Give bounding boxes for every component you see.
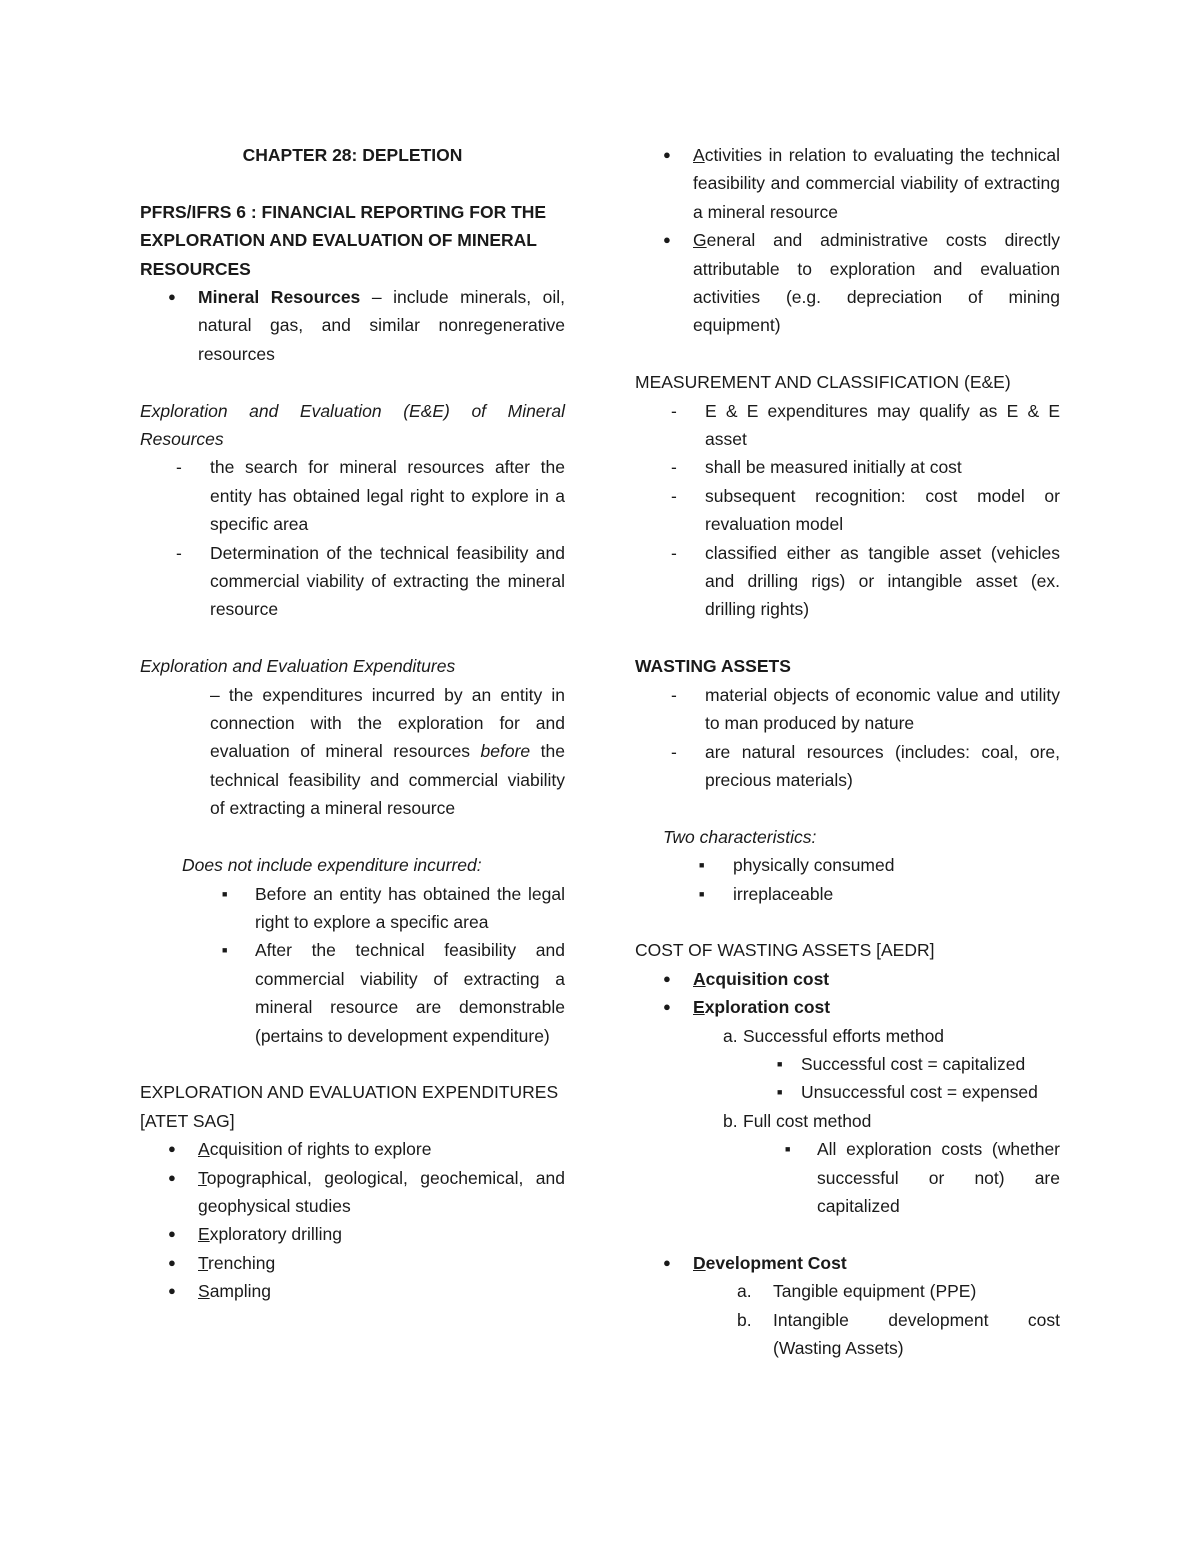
- list-item: ■ physically consumed: [635, 851, 1060, 879]
- chapter-title: CHAPTER 28: DEPLETION: [242, 145, 463, 165]
- bullet-icon: ●: [168, 1141, 176, 1157]
- mineral-term: Mineral Resources: [198, 287, 361, 308]
- list-item: ■ After the technical feasibility and commercial viability of extracting a mineral resource are demonstrable (pertains to development expenditure): [140, 936, 565, 1050]
- bullet-icon: ●: [663, 1254, 671, 1270]
- acquisition-cost-item: ● Acquisition cost: [635, 965, 1060, 993]
- bullet-icon: ●: [168, 1169, 176, 1185]
- dash-icon: -: [671, 684, 677, 705]
- bullet-icon: ●: [168, 1254, 176, 1270]
- expenditures-heading: Exploration and Evaluation Expenditures: [140, 656, 456, 677]
- list-item: ● Trenching: [140, 1249, 565, 1277]
- list-item: - material objects of economic value and utility to man produced by nature: [635, 681, 1060, 738]
- list-item: - the search for mineral resources after the entity has obtained legal right to explore in a specific area: [140, 453, 565, 538]
- list-item: ■ Before an entity has obtained the legal right to explore a specific area: [140, 880, 565, 937]
- square-bullet-icon: ■: [222, 945, 228, 956]
- cost-wasting-heading: COST OF WASTING ASSETS [AEDR]: [635, 940, 935, 961]
- list-item: - shall be measured initially at cost: [635, 453, 1060, 481]
- dash-icon: -: [176, 457, 182, 478]
- bullet-icon: ●: [168, 1283, 176, 1299]
- list-item: ■ Successful cost = capitalized: [635, 1050, 1060, 1078]
- dash-icon: -: [176, 542, 182, 563]
- square-bullet-icon: ■: [785, 1144, 791, 1155]
- list-item: - Determination of the technical feasibility and commercial viability of extracting the mineral resource: [140, 539, 565, 624]
- square-bullet-icon: ■: [699, 860, 705, 871]
- bullet-icon: ●: [663, 999, 671, 1015]
- exploration-cost-item: ● Exploration cost: [635, 993, 1060, 1021]
- mineral-resources-item: [140, 283, 565, 368]
- list-item: - subsequent recognition: cost model or revaluation model: [635, 482, 1060, 539]
- bullet-icon: ●: [168, 289, 176, 305]
- exclusions-heading: Does not include expenditure incurred:: [182, 855, 482, 876]
- list-item: ■ Unsuccessful cost = expensed: [635, 1078, 1060, 1106]
- list-item: - are natural resources (includes: coal, ore, precious materials): [635, 738, 1060, 795]
- list-item: ■ irreplaceable: [635, 880, 1060, 908]
- list-item: ● Acquisition of rights to explore: [140, 1135, 565, 1163]
- list-item: a. Tangible equipment (PPE): [737, 1281, 977, 1302]
- dash-icon: -: [671, 542, 677, 563]
- list-item: ● Activities in relation to evaluating the technical feasibility and commercial viability of extracting a mineral resource: [635, 141, 1060, 226]
- list-item: ● Exploratory drilling: [140, 1220, 565, 1248]
- dash-icon: -: [671, 400, 677, 421]
- dash-icon: -: [671, 485, 677, 506]
- list-item: b. Intangible development cost (Wasting Assets): [737, 1309, 1060, 1358]
- square-bullet-icon: ■: [777, 1058, 783, 1069]
- atet-heading: EXPLORATION AND EVALUATION EXPENDITURES [ATET SAG]: [140, 1082, 559, 1131]
- development-cost-item: ● Development Cost: [635, 1249, 1060, 1277]
- list-item: ● Topographical, geological, geochemical, and geophysical studies: [140, 1164, 565, 1221]
- list-item: ■ All exploration costs (whether successful or not) are capitalized: [635, 1135, 1060, 1220]
- mineral-definition: – include minerals, oil, natural gas, and similar nonregenerative resources: [198, 287, 565, 364]
- dash-icon: -: [671, 741, 677, 762]
- full-cost-item: b. Full cost method: [723, 1110, 872, 1131]
- bullet-icon: ●: [663, 970, 671, 986]
- right-column: [635, 141, 1060, 1362]
- two-characteristics-heading: Two characteristics:: [663, 826, 817, 847]
- successful-efforts-item: a. Successful efforts method: [723, 1025, 945, 1046]
- bullet-icon: ●: [663, 147, 671, 162]
- list-item: - classified either as tangible asset (vehicles and drilling rigs) or intangible asset (ex. drilling rights): [635, 539, 1060, 624]
- list-item: - E & E expenditures may qualify as E & E asset: [635, 397, 1060, 454]
- wasting-assets-heading: WASTING ASSETS: [635, 656, 791, 677]
- expenditures-definition: – the expenditures incurred by an entity in connection with the exploration for and evaluation of mineral resources before the technical feasibility and commercial viability of extracting a mineral resource: [210, 684, 565, 819]
- list-item: ● Sampling: [140, 1277, 565, 1305]
- dash-icon: -: [671, 457, 677, 478]
- left-column: [140, 141, 565, 1306]
- square-bullet-icon: ■: [222, 888, 228, 899]
- ee-heading: Exploration and Evaluation (E&E) of Mineral Resources: [140, 400, 565, 450]
- bullet-icon: ●: [168, 1226, 176, 1242]
- measurement-heading: MEASUREMENT AND CLASSIFICATION (E&E): [635, 372, 1011, 393]
- square-bullet-icon: ■: [777, 1087, 783, 1098]
- square-bullet-icon: ■: [699, 888, 705, 899]
- pfrs-heading: PFRS/IFRS 6 : FINANCIAL REPORTING FOR THE EXPLORATION AND EVALUATION OF MINERAL RESOURCES: [140, 201, 547, 279]
- list-item: ● General and administrative costs directly attributable to exploration and evaluation activities (e.g. depreciation of mining equipment): [635, 226, 1060, 340]
- bullet-icon: ●: [663, 232, 671, 248]
